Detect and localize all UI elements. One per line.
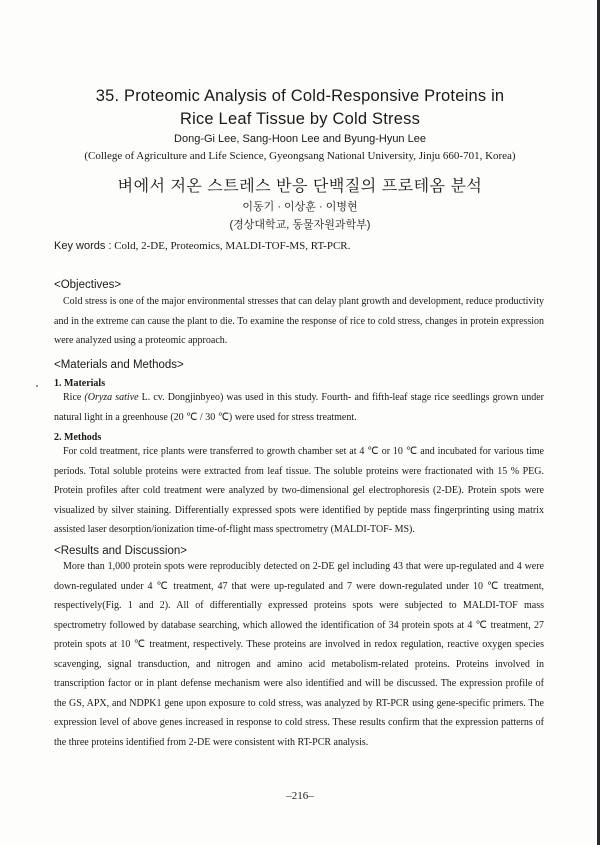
- objectives-heading: <Objectives>: [54, 279, 122, 291]
- objectives-paragraph: Cold stress is one of the major environmental stresses that can delay plant growth and development, reduce productivity and in the extreme can cause the plant to die. To examine the response of rice to cold stress, changes in protein expression were analyzed using a proteomic approach.: [54, 296, 544, 346]
- keywords-list: Cold, 2-DE, Proteomics, MALDI-TOF-MS, RT-PCR.: [114, 240, 351, 252]
- korean-affiliation: (경상대학교, 동물자원과학부): [229, 219, 371, 231]
- materials-species: (Oryza sative: [84, 392, 139, 403]
- materials-paragraph: [54, 388, 544, 427]
- korean-title: 벼에서 저온 스트레스 반응 단백질의 프로테옴 분석: [117, 178, 483, 195]
- methods-subheading: 2. Methods: [54, 432, 102, 443]
- page-number: –216–: [286, 790, 314, 802]
- methods-paragraph: For cold treatment, rice plants were transferred to growth chamber set at 4 ℃ or 10 ℃ and incubated for various time periods. Total soluble proteins were extracted from leaf tissue. The soluble proteins were fractionated with 15 % PEG. Protein profiles after cold treatment were analyzed by two-dimensional gel electrophoresis (2-DE). Protein spots were visualized by silver staining. Differentially expressed spots were identified by peptide mass fingerprinting using matrix assisted laser desorption/ionization time-of-flight mass spectrometry (MALDI-TOF- MS).: [54, 446, 544, 535]
- affiliation: (College of Agriculture and Life Science, Gyeongsang National University, Jinju 660-701, Korea): [84, 150, 516, 162]
- materials-post: L. cv. Dongjinbyeo) was used in this study. Fourth- and fifth-leaf stage rice seedlings grown under natural light in a greenhouse (20 ℃ / 30 ℃) were used for stress treatment.: [54, 392, 544, 423]
- results-heading: <Results and Discussion>: [54, 545, 187, 557]
- title-line-2: Rice Leaf Tissue by Cold Stress: [179, 110, 421, 128]
- scan-speck: [36, 385, 38, 387]
- materials-subheading: 1. Materials: [54, 378, 106, 389]
- keywords: [54, 240, 350, 252]
- korean-authors: 이동기 · 이상훈 · 이병현: [242, 201, 358, 213]
- results-paragraph: More than 1,000 protein spots were reproducibly detected on 2-DE gel including 43 that were up-regulated and 4 were down-regulated under 4 ℃ treatment, 47 that were up-regulated and 7 were down-regulated under 10 ℃ treatment, respectively(Fig. 1 and 2). All of differentially expressed proteins spots were subjected to MALDI-TOF mass spectrometry followed by database searching, which allowed the identification of 34 protein spots at 4 ℃ treatment, 27 protein spots at 10 ℃ treatment, respectively. These proteins are involved in redox regulation, reactive oxygen species scavenging, signal transduction, and nitrogen and amino acid metabolism-related proteins. Proteins involved in transcription factor or in plant defense mechanism were also identified and will be discussed. The expression profile of the GS, APX, and NDPK1 gene upon exposure to cold stress, was analyzed by RT-PCR using gene-specific primers. The expression level of above genes increased in response to cold stress. These results confirm that the expression patterns of the three proteins identified from 2-DE were consistent with RT-PCR analysis.: [54, 561, 544, 748]
- materials-methods-heading: <Materials and Methods>: [54, 359, 184, 371]
- materials-pre: Rice: [63, 392, 85, 403]
- title-line-1: 35. Proteomic Analysis of Cold-Responsive Proteins in: [95, 87, 505, 105]
- authors: Dong-Gi Lee, Sang-Hoon Lee and Byung-Hyun Lee: [174, 133, 426, 145]
- keywords-label: Key words :: [54, 240, 112, 252]
